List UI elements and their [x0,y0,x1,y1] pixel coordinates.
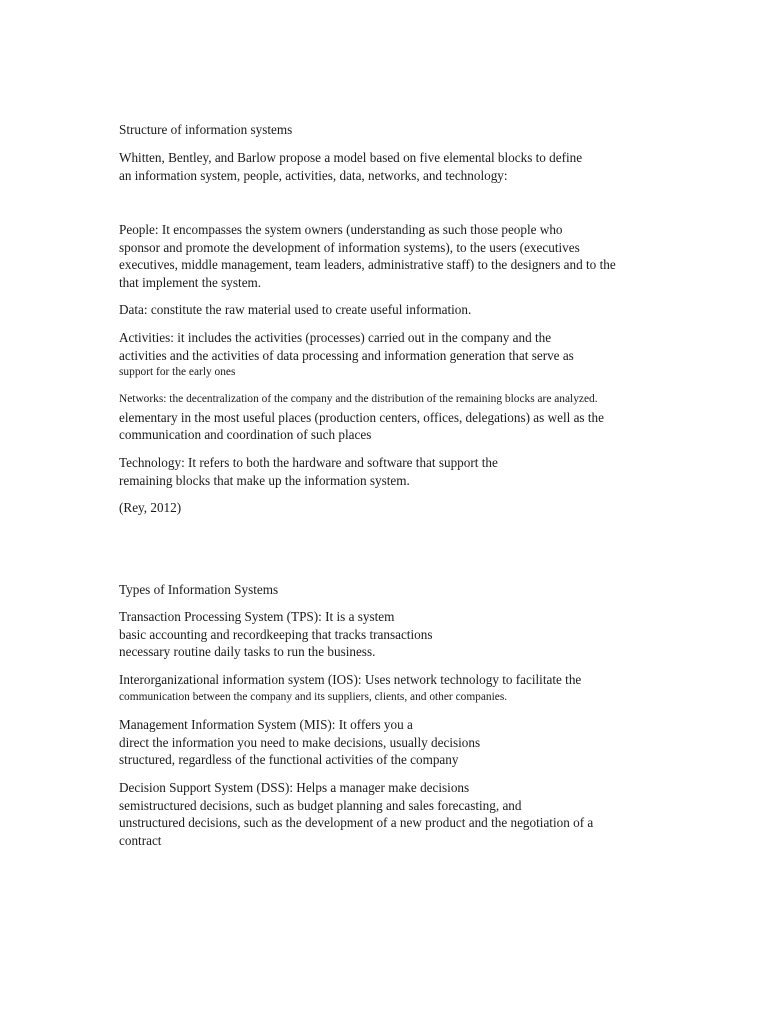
paragraph-line: communication between the company and its suppliers, clients, and other companies. [119,690,508,703]
networks-paragraph [119,391,679,444]
ios-paragraph [119,671,679,706]
paragraph-line: People: It encompasses the system owners (understanding as such those people who [119,222,563,237]
paragraph-line: semistructured decisions, such as budget planning and sales forecasting, and [119,797,522,813]
paragraph-line: basic accounting and recordkeeping that tracks transactions [119,626,433,642]
paragraph-line: Whitten, Bentley, and Barlow propose a model based on five elemental blocks to define [119,150,583,165]
citation-text: (Rey, 2012) [119,500,182,515]
heading-text: Types of Information Systems [119,582,279,597]
paragraph-line: structured, regardless of the functional activities of the company [119,752,459,767]
paragraph-line: Management Information System (MIS): It offers you a [119,717,413,732]
activities-paragraph [119,329,679,382]
data-paragraph [119,301,679,319]
paragraph-line: necessary routine daily tasks to run the business. [119,644,376,659]
paragraph-line: contract [119,832,162,848]
paragraph-line: unstructured decisions, such as the development of a new product and the negotiation of a [119,815,594,830]
section-heading-types [119,581,679,599]
paragraph-line: an information system, people, activities, data, networks, and technology: [119,167,508,183]
paragraph-line: Technology: It refers to both the hardware and software that support the [119,455,498,470]
paragraph-line: that implement the system. [119,274,262,290]
paragraph-line: sponsor and promote the development of information systems), to the users (executives [119,239,580,255]
paragraph-line: Data: constitute the raw material used to create useful information. [119,302,472,317]
intro-paragraph [119,149,679,184]
paragraph-line: remaining blocks that make up the information system. [119,472,410,488]
paragraph-line: Decision Support System (DSS): Helps a manager make decisions [119,780,470,795]
paragraph-line: Networks: the decentralization of the company and the distribution of the remaining blocks are analyzed. [119,393,598,405]
dss-paragraph [119,779,679,849]
section-heading-structure [119,121,679,139]
paragraph-line: executives, middle management, team leaders, administrative staff) to the designers and to the [119,257,616,272]
heading-text: Structure of information systems [119,122,293,137]
paragraph-line: direct the information you need to make decisions, usually decisions [119,734,481,750]
paragraph-line: activities and the activities of data processing and information generation that serve as [119,347,574,363]
paragraph-line: Activities: it includes the activities (processes) carried out in the company and the [119,330,552,345]
people-paragraph [119,221,679,291]
mis-paragraph [119,716,679,769]
paragraph-line: communication and coordination of such places [119,427,372,442]
paragraph-line: elementary in the most useful places (production centers, offices, delegations) as well as the [119,409,604,425]
citation [119,499,679,517]
paragraph-line: Interorganizational information system (IOS): Uses network technology to facilitate the [119,672,582,687]
tps-paragraph [119,608,679,661]
paragraph-line: support for the early ones [119,366,236,378]
technology-paragraph [119,454,679,489]
paragraph-line: Transaction Processing System (TPS): It is a system [119,609,395,624]
